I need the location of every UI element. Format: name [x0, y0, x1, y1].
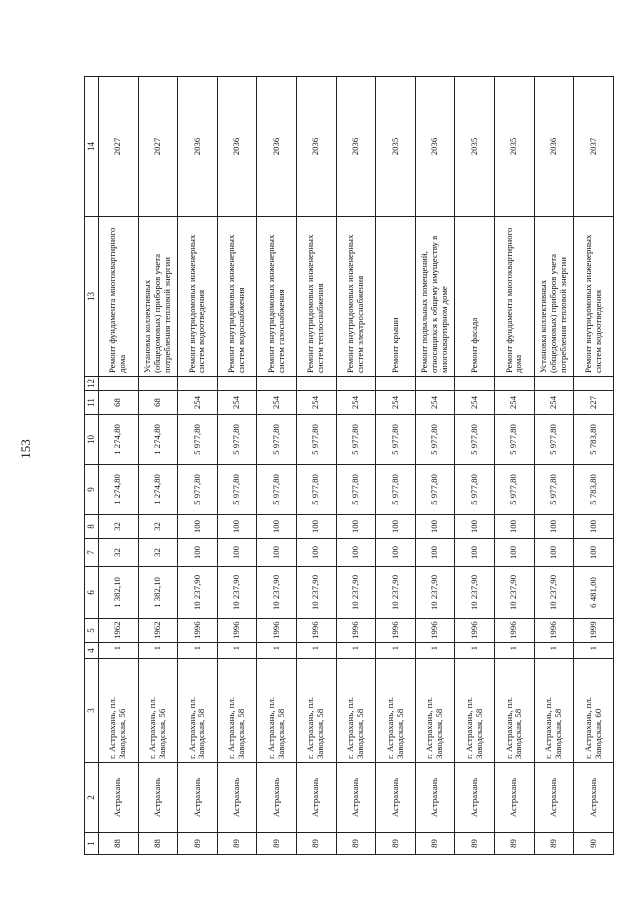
cell-col-11: 254	[415, 391, 455, 415]
cell-planned-year: 2036	[534, 77, 574, 217]
cell-row-number: 89	[534, 833, 574, 855]
cell-total-area: 10 237,90	[336, 567, 376, 619]
cell-col-12	[217, 377, 257, 391]
cell-row-number: 89	[336, 833, 376, 855]
cell-city: Астрахань	[297, 763, 337, 833]
cell-planned-year: 2036	[415, 77, 455, 217]
cell-col-8: 100	[178, 515, 218, 539]
cell-col-11: 68	[98, 391, 138, 415]
cell-row-number: 89	[376, 833, 416, 855]
cell-col-4: 1	[336, 643, 376, 659]
cell-total-area: 6 481,00	[574, 567, 614, 619]
cell-col-11: 254	[534, 391, 574, 415]
cell-row-number: 89	[297, 833, 337, 855]
cell-total-area: 10 237,90	[455, 567, 495, 619]
cell-address: г. Астрахань, пл. Заводская, 56	[98, 659, 138, 763]
cell-work-type: Ремонт внутридомовых инженерных систем теплоснабжения	[297, 217, 337, 377]
cell-area-10: 5 977,80	[455, 415, 495, 465]
cell-col-7: 100	[574, 539, 614, 567]
cell-total-area: 10 237,90	[495, 567, 535, 619]
header-cell: 12	[85, 377, 99, 391]
cell-col-4: 1	[178, 643, 218, 659]
cell-col-4: 1	[415, 643, 455, 659]
cell-col-8: 100	[495, 515, 535, 539]
cell-col-12	[495, 377, 535, 391]
header-cell: 13	[85, 217, 99, 377]
header-cell: 6	[85, 567, 99, 619]
cell-col-8: 32	[138, 515, 178, 539]
cell-work-type: Ремонт фасада	[455, 217, 495, 377]
cell-area-9: 5 977,80	[534, 465, 574, 515]
cell-work-type: Ремонт фундамента многоквартирного дома	[495, 217, 535, 377]
cell-work-type: Ремонт внутридомовых инженерных систем водоснабжения	[217, 217, 257, 377]
cell-area-10: 5 977,80	[178, 415, 218, 465]
cell-build-year: 1996	[455, 619, 495, 643]
cell-area-9: 5 977,80	[297, 465, 337, 515]
cell-address: г. Астрахань, пл. Заводская, 58	[297, 659, 337, 763]
cell-area-10: 5 977,80	[297, 415, 337, 465]
header-cell: 7	[85, 539, 99, 567]
cell-col-4: 1	[297, 643, 337, 659]
cell-col-7: 100	[534, 539, 574, 567]
cell-col-11: 68	[138, 391, 178, 415]
cell-total-area: 10 237,90	[415, 567, 455, 619]
cell-area-9: 5 977,80	[376, 465, 416, 515]
cell-col-8: 100	[574, 515, 614, 539]
cell-row-number: 90	[574, 833, 614, 855]
table-row	[217, 77, 257, 855]
table-row	[178, 77, 218, 855]
cell-address: г. Астрахань, пл. Заводская, 58	[455, 659, 495, 763]
cell-area-9: 1 274,80	[98, 465, 138, 515]
cell-area-10: 5 783,80	[574, 415, 614, 465]
cell-col-11: 254	[336, 391, 376, 415]
cell-work-type: Ремонт крыши	[376, 217, 416, 377]
table-row	[376, 77, 416, 855]
cell-area-10: 5 977,80	[415, 415, 455, 465]
cell-col-12	[534, 377, 574, 391]
cell-col-12	[376, 377, 416, 391]
cell-row-number: 88	[138, 833, 178, 855]
cell-city: Астрахань	[376, 763, 416, 833]
cell-planned-year: 2036	[217, 77, 257, 217]
cell-area-9: 5 977,80	[217, 465, 257, 515]
cell-address: г. Астрахань, пл. Заводская, 58	[217, 659, 257, 763]
cell-city: Астрахань	[455, 763, 495, 833]
table-body	[85, 77, 614, 855]
cell-city: Астрахань	[98, 763, 138, 833]
cell-area-10: 5 977,80	[534, 415, 574, 465]
cell-row-number: 89	[217, 833, 257, 855]
cell-col-7: 100	[336, 539, 376, 567]
cell-area-9: 1 274,80	[138, 465, 178, 515]
cell-col-4: 1	[574, 643, 614, 659]
cell-city: Астрахань	[138, 763, 178, 833]
header-cell: 4	[85, 643, 99, 659]
table-row	[138, 77, 178, 855]
cell-planned-year: 2036	[297, 77, 337, 217]
cell-total-area: 10 237,90	[534, 567, 574, 619]
cell-col-4: 1	[138, 643, 178, 659]
cell-col-7: 100	[376, 539, 416, 567]
table-row	[336, 77, 376, 855]
cell-col-12	[257, 377, 297, 391]
cell-area-10: 5 977,80	[217, 415, 257, 465]
cell-build-year: 1962	[98, 619, 138, 643]
cell-col-8: 32	[98, 515, 138, 539]
cell-col-11: 254	[178, 391, 218, 415]
cell-area-9: 5 977,80	[495, 465, 535, 515]
cell-col-11: 254	[217, 391, 257, 415]
table-row	[257, 77, 297, 855]
cell-work-type: Ремонт внутридомовых инженерных систем электроснабжения	[336, 217, 376, 377]
cell-col-4: 1	[217, 643, 257, 659]
cell-area-9: 5 977,80	[455, 465, 495, 515]
table-row	[495, 77, 535, 855]
cell-area-10: 5 977,80	[257, 415, 297, 465]
cell-build-year: 1999	[574, 619, 614, 643]
cell-col-11: 254	[495, 391, 535, 415]
cell-address: г. Астрахань, пл. Заводская, 58	[534, 659, 574, 763]
cell-work-type: Ремонт внутридомовых инженерных систем газоснабжения	[257, 217, 297, 377]
cell-col-12	[98, 377, 138, 391]
cell-col-4: 1	[455, 643, 495, 659]
cell-col-7: 32	[98, 539, 138, 567]
cell-col-8: 100	[217, 515, 257, 539]
cell-total-area: 1 382,10	[98, 567, 138, 619]
cell-address: г. Астрахань, пл. Заводская, 58	[178, 659, 218, 763]
table-row	[455, 77, 495, 855]
cell-work-type: Ремонт внутридомовых инженерных систем водоотведения	[178, 217, 218, 377]
cell-work-type: Установка коллективных (общедомовых) приборов учета потребления тепловой энергии	[534, 217, 574, 377]
cell-area-9: 5 977,80	[257, 465, 297, 515]
cell-total-area: 10 237,90	[297, 567, 337, 619]
header-cell: 2	[85, 763, 99, 833]
cell-planned-year: 2027	[138, 77, 178, 217]
cell-planned-year: 2036	[257, 77, 297, 217]
cell-planned-year: 2027	[98, 77, 138, 217]
header-row	[85, 77, 99, 855]
cell-address: г. Астрахань, пл. Заводская, 58	[495, 659, 535, 763]
cell-area-10: 5 977,80	[336, 415, 376, 465]
cell-col-12	[138, 377, 178, 391]
cell-row-number: 89	[415, 833, 455, 855]
header-cell: 9	[85, 465, 99, 515]
header-cell: 3	[85, 659, 99, 763]
cell-work-type: Ремонт фундамента многоквартирного дома	[98, 217, 138, 377]
cell-work-type: Ремонт внутридомовых инженерных систем водоотведения	[574, 217, 614, 377]
header-cell: 8	[85, 515, 99, 539]
cell-build-year: 1996	[217, 619, 257, 643]
cell-build-year: 1996	[297, 619, 337, 643]
cell-planned-year: 2036	[336, 77, 376, 217]
cell-row-number: 89	[495, 833, 535, 855]
cell-col-7: 100	[217, 539, 257, 567]
table-row	[534, 77, 574, 855]
cell-col-8: 100	[415, 515, 455, 539]
cell-area-9: 5 977,80	[178, 465, 218, 515]
cell-col-8: 100	[257, 515, 297, 539]
cell-city: Астрахань	[415, 763, 455, 833]
cell-col-12	[297, 377, 337, 391]
cell-col-12	[455, 377, 495, 391]
cell-build-year: 1996	[178, 619, 218, 643]
header-cell: 11	[85, 391, 99, 415]
cell-area-10: 5 977,80	[376, 415, 416, 465]
cell-total-area: 10 237,90	[178, 567, 218, 619]
cell-address: г. Астрахань, пл. Заводская, 58	[336, 659, 376, 763]
cell-col-7: 100	[297, 539, 337, 567]
cell-city: Астрахань	[336, 763, 376, 833]
page-number: 153	[18, 439, 33, 459]
header-cell: 14	[85, 77, 99, 217]
cell-address: г. Астрахань, пл. Заводская, 58	[415, 659, 455, 763]
cell-address: г. Астрахань, пл. Заводская, 60	[574, 659, 614, 763]
cell-city: Астрахань	[217, 763, 257, 833]
rotated-table-frame	[84, 77, 614, 855]
cell-address: г. Астрахань, пл. Заводская, 56	[138, 659, 178, 763]
cell-city: Астрахань	[178, 763, 218, 833]
cell-area-10: 1 274,80	[98, 415, 138, 465]
cell-build-year: 1996	[534, 619, 574, 643]
cell-total-area: 1 382,10	[138, 567, 178, 619]
cell-col-7: 100	[415, 539, 455, 567]
cell-col-12	[178, 377, 218, 391]
cell-col-12	[336, 377, 376, 391]
cell-col-11: 254	[455, 391, 495, 415]
table-row	[415, 77, 455, 855]
cell-col-12	[574, 377, 614, 391]
cell-col-4: 1	[376, 643, 416, 659]
cell-col-11: 254	[376, 391, 416, 415]
cell-build-year: 1996	[336, 619, 376, 643]
cell-col-7: 100	[495, 539, 535, 567]
cell-col-7: 32	[138, 539, 178, 567]
cell-city: Астрахань	[495, 763, 535, 833]
table-row	[98, 77, 138, 855]
cell-total-area: 10 237,90	[257, 567, 297, 619]
cell-build-year: 1996	[495, 619, 535, 643]
cell-area-9: 5 783,80	[574, 465, 614, 515]
cell-col-8: 100	[336, 515, 376, 539]
cell-col-4: 1	[98, 643, 138, 659]
cell-planned-year: 2036	[178, 77, 218, 217]
cell-col-11: 227	[574, 391, 614, 415]
cell-col-8: 100	[297, 515, 337, 539]
cell-build-year: 1962	[138, 619, 178, 643]
table-row	[574, 77, 614, 855]
cell-col-4: 1	[534, 643, 574, 659]
header-cell: 10	[85, 415, 99, 465]
cell-total-area: 10 237,90	[217, 567, 257, 619]
cell-area-10: 5 977,80	[495, 415, 535, 465]
cell-build-year: 1996	[415, 619, 455, 643]
cell-row-number: 89	[178, 833, 218, 855]
cell-col-4: 1	[495, 643, 535, 659]
header-cell: 5	[85, 619, 99, 643]
cell-area-10: 1 274,80	[138, 415, 178, 465]
cell-row-number: 88	[98, 833, 138, 855]
cell-planned-year: 2037	[574, 77, 614, 217]
cell-build-year: 1996	[376, 619, 416, 643]
cell-col-7: 100	[455, 539, 495, 567]
cell-col-8: 100	[534, 515, 574, 539]
cell-address: г. Астрахань, пл. Заводская, 58	[376, 659, 416, 763]
cell-row-number: 89	[455, 833, 495, 855]
cell-work-type: Ремонт подвальных помещений, относящихся к общему имуществу в многоквартирном доме	[415, 217, 455, 377]
repair-schedule-table	[84, 76, 614, 855]
cell-col-11: 254	[257, 391, 297, 415]
cell-planned-year: 2035	[376, 77, 416, 217]
cell-area-9: 5 977,80	[415, 465, 455, 515]
cell-work-type: Установка коллективных (общедомовых) приборов учета потребления тепловой энергии	[138, 217, 178, 377]
cell-col-11: 254	[297, 391, 337, 415]
cell-col-12	[415, 377, 455, 391]
cell-col-4: 1	[257, 643, 297, 659]
cell-build-year: 1996	[257, 619, 297, 643]
cell-row-number: 89	[257, 833, 297, 855]
header-cell: 1	[85, 833, 99, 855]
cell-city: Астрахань	[257, 763, 297, 833]
cell-planned-year: 2035	[455, 77, 495, 217]
cell-col-8: 100	[376, 515, 416, 539]
table-row	[297, 77, 337, 855]
cell-city: Астрахань	[534, 763, 574, 833]
cell-area-9: 5 977,80	[336, 465, 376, 515]
cell-col-7: 100	[257, 539, 297, 567]
cell-planned-year: 2035	[495, 77, 535, 217]
cell-total-area: 10 237,90	[376, 567, 416, 619]
cell-city: Астрахань	[574, 763, 614, 833]
cell-address: г. Астрахань, пл. Заводская, 58	[257, 659, 297, 763]
cell-col-7: 100	[178, 539, 218, 567]
cell-col-8: 100	[455, 515, 495, 539]
